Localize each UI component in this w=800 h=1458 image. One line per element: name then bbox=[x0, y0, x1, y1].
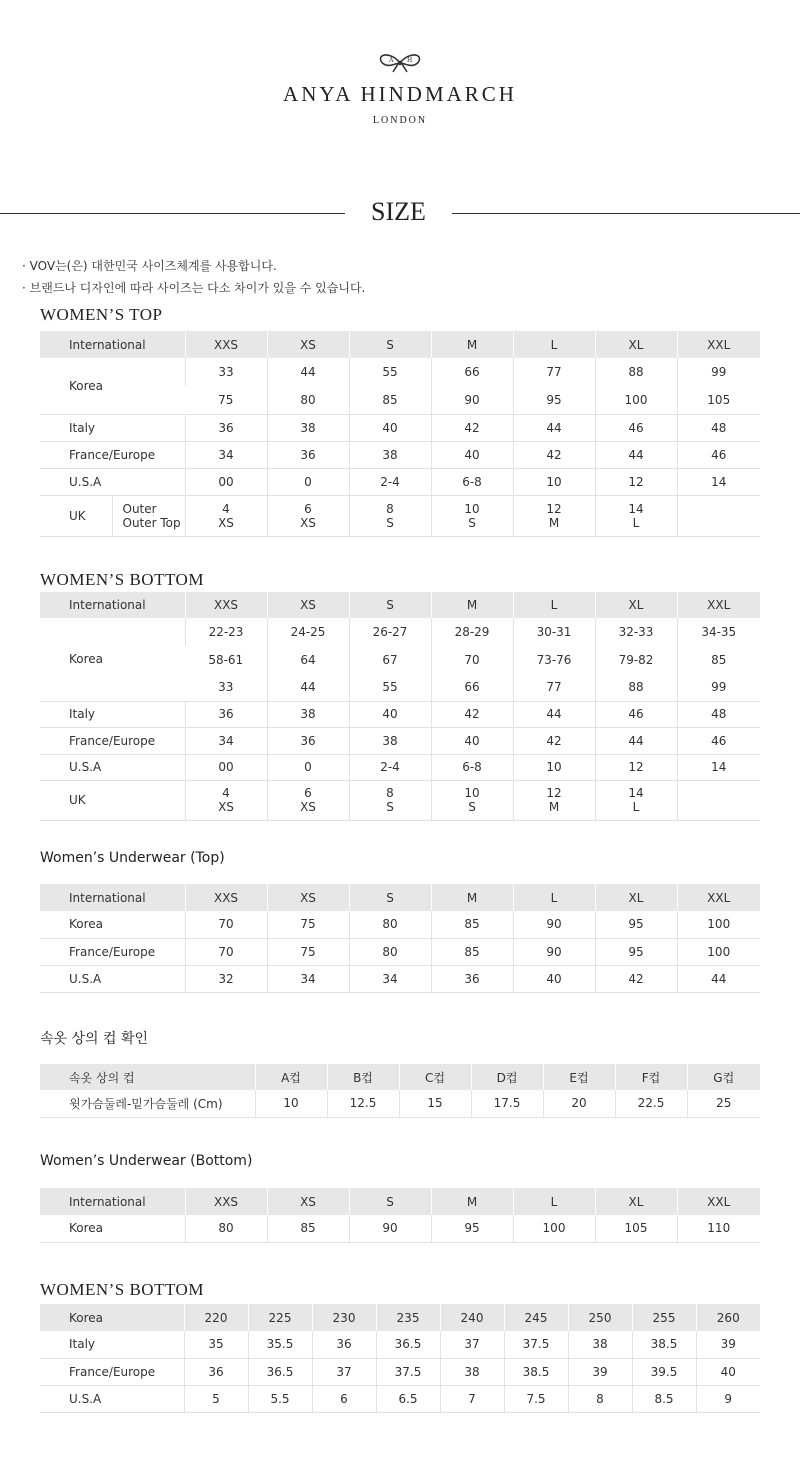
uk-size-letter: XS bbox=[300, 800, 316, 814]
table-cell: 55 bbox=[349, 358, 431, 386]
table-cell: 99 bbox=[677, 673, 760, 701]
header-cell: XXS bbox=[185, 331, 267, 358]
table-cell: 100 bbox=[595, 386, 677, 414]
header-cell: XXS bbox=[185, 592, 267, 618]
table-cell: 34 bbox=[349, 965, 431, 992]
table-cell: 0 bbox=[267, 468, 349, 495]
table-cell: 95 bbox=[595, 911, 677, 938]
table-cell: 34 bbox=[267, 965, 349, 992]
brand-name: ANYA HINDMARCH bbox=[283, 82, 517, 106]
table-cell: 70 bbox=[431, 646, 513, 673]
table-cell: 85 bbox=[677, 646, 760, 673]
row-label: Italy bbox=[40, 1331, 184, 1358]
header-cell: 230 bbox=[312, 1304, 376, 1331]
table-cell: 36.5 bbox=[248, 1358, 312, 1385]
table-cell: 22.5 bbox=[615, 1090, 687, 1117]
row-label: U.S.A bbox=[40, 1385, 184, 1412]
header-cell: XXS bbox=[185, 1188, 267, 1215]
header-cell: XL bbox=[595, 331, 677, 358]
table-cell: 46 bbox=[677, 441, 760, 468]
header-cell: F컵 bbox=[615, 1064, 687, 1090]
table-cell: 38 bbox=[267, 414, 349, 441]
header-cell: 속옷 상의 컵 bbox=[40, 1064, 255, 1090]
table-cell: 38 bbox=[267, 701, 349, 727]
cup-table bbox=[40, 1064, 760, 1118]
uk-size-letter: L bbox=[632, 800, 640, 814]
uk-size: 8 bbox=[386, 501, 394, 516]
table-cell: 85 bbox=[267, 1215, 349, 1242]
table-cell bbox=[267, 780, 349, 820]
header-cell: XXS bbox=[185, 884, 267, 911]
table-cell: 42 bbox=[595, 965, 677, 992]
table-row bbox=[40, 965, 760, 992]
row-label: 윗가슴둘레-밑가슴둘레 (Cm) bbox=[40, 1090, 255, 1117]
uk-size: 14 bbox=[628, 501, 644, 516]
monogram-a: A bbox=[389, 57, 394, 64]
table-cell: 28-29 bbox=[431, 618, 513, 646]
table-row bbox=[40, 1385, 760, 1412]
table-cell: 12 bbox=[595, 754, 677, 780]
uk-size-letter: S bbox=[468, 515, 476, 530]
table-cell: 44 bbox=[513, 414, 595, 441]
section-title-womens-top: WOMEN’S TOP bbox=[40, 305, 163, 324]
table-cell: 38 bbox=[349, 727, 431, 754]
table-cell: 37.5 bbox=[504, 1331, 568, 1358]
header-cell: L bbox=[513, 331, 595, 358]
table-cell: 7 bbox=[440, 1385, 504, 1412]
table-cell: 44 bbox=[677, 965, 760, 992]
section-title-womens-bottom: WOMEN’S BOTTOM bbox=[40, 570, 204, 589]
table-cell: 24-25 bbox=[267, 618, 349, 646]
table-cell: 44 bbox=[267, 673, 349, 701]
table-header-row bbox=[40, 592, 760, 618]
header-cell: XXL bbox=[677, 884, 760, 911]
table-cell: 2-4 bbox=[349, 754, 431, 780]
uk-sub-label bbox=[112, 495, 185, 536]
row-label: Korea bbox=[40, 358, 185, 414]
table-cell: 34 bbox=[185, 727, 267, 754]
header-cell: 245 bbox=[504, 1304, 568, 1331]
table-cell: 80 bbox=[185, 1215, 267, 1242]
table-cell: 36 bbox=[267, 727, 349, 754]
table-cell: 100 bbox=[677, 938, 760, 965]
table-cell: 35 bbox=[184, 1331, 248, 1358]
table-cell: 17.5 bbox=[471, 1090, 543, 1117]
table-cell: 36.5 bbox=[376, 1331, 440, 1358]
table-cell: 10 bbox=[255, 1090, 327, 1117]
table-cell: 35.5 bbox=[248, 1331, 312, 1358]
row-label: U.S.A bbox=[40, 965, 185, 992]
table-cell: 12.5 bbox=[327, 1090, 399, 1117]
header-cell: International bbox=[40, 1188, 185, 1215]
row-label: France/Europe bbox=[40, 727, 185, 754]
header-cell: XL bbox=[595, 1188, 677, 1215]
table-cell: 85 bbox=[431, 938, 513, 965]
bow-logo-icon bbox=[378, 52, 422, 74]
header-cell: XL bbox=[595, 592, 677, 618]
table-cell: 46 bbox=[677, 727, 760, 754]
uk-size-letter: S bbox=[468, 800, 476, 814]
table-cell: 80 bbox=[267, 386, 349, 414]
uk-size: 6 bbox=[304, 786, 312, 800]
size-title: SIZE bbox=[371, 197, 426, 226]
table-cell: 37 bbox=[312, 1358, 376, 1385]
row-label: France/Europe bbox=[40, 1358, 184, 1385]
table-cell: 66 bbox=[431, 673, 513, 701]
table-cell bbox=[185, 495, 267, 536]
table-cell: 77 bbox=[513, 358, 595, 386]
underwear-top-table bbox=[40, 884, 760, 993]
table-cell: 32 bbox=[185, 965, 267, 992]
header-cell: 250 bbox=[568, 1304, 632, 1331]
table-cell: 5 bbox=[184, 1385, 248, 1412]
header-cell: D컵 bbox=[471, 1064, 543, 1090]
table-cell: 100 bbox=[677, 911, 760, 938]
table-cell: 6 bbox=[312, 1385, 376, 1412]
header-cell: Korea bbox=[40, 1304, 184, 1331]
table-cell: 55 bbox=[349, 673, 431, 701]
table-cell: 00 bbox=[185, 468, 267, 495]
header-cell: A컵 bbox=[255, 1064, 327, 1090]
divider-right bbox=[452, 213, 800, 214]
table-header-row bbox=[40, 1064, 760, 1090]
uk-size-letter: L bbox=[632, 515, 640, 530]
header-cell: International bbox=[40, 884, 185, 911]
uk-size: 12 bbox=[546, 501, 562, 516]
size-heading bbox=[0, 197, 800, 231]
header-cell: XS bbox=[267, 331, 349, 358]
header-cell: International bbox=[40, 592, 185, 618]
header-cell: L bbox=[513, 1188, 595, 1215]
table-cell: 46 bbox=[595, 701, 677, 727]
table-cell: 39.5 bbox=[632, 1358, 696, 1385]
table-cell: 90 bbox=[513, 938, 595, 965]
table-cell: 67 bbox=[349, 646, 431, 673]
table-cell: 39 bbox=[568, 1358, 632, 1385]
table-cell: 37.5 bbox=[376, 1358, 440, 1385]
table-cell: 110 bbox=[677, 1215, 760, 1242]
table-cell: 38 bbox=[568, 1331, 632, 1358]
header-cell: 225 bbox=[248, 1304, 312, 1331]
row-label: Italy bbox=[40, 701, 185, 727]
table-header-row bbox=[40, 1304, 760, 1331]
header-cell: XS bbox=[267, 1188, 349, 1215]
uk-sub-outer-top: Outer Top bbox=[122, 515, 181, 530]
uk-size: 6 bbox=[304, 501, 312, 516]
header-cell: M bbox=[431, 1188, 513, 1215]
row-label: France/Europe bbox=[40, 938, 185, 965]
table-cell bbox=[513, 780, 595, 820]
table-cell bbox=[349, 780, 431, 820]
table-cell: 8 bbox=[568, 1385, 632, 1412]
row-label: Italy bbox=[40, 414, 185, 441]
table-cell: 44 bbox=[513, 701, 595, 727]
table-cell: 79-82 bbox=[595, 646, 677, 673]
table-cell: 40 bbox=[431, 441, 513, 468]
table-cell: 34-35 bbox=[677, 618, 760, 646]
row-label: UK bbox=[40, 780, 185, 820]
table-cell: 70 bbox=[185, 911, 267, 938]
table-cell: 34 bbox=[185, 441, 267, 468]
header-cell: 240 bbox=[440, 1304, 504, 1331]
table-cell: 37 bbox=[440, 1331, 504, 1358]
table-cell bbox=[513, 495, 595, 536]
table-row bbox=[40, 358, 760, 386]
table-cell: 95 bbox=[513, 386, 595, 414]
section-title-underwear-bottom: Women’s Underwear (Bottom) bbox=[40, 1153, 253, 1169]
table-row bbox=[40, 1090, 760, 1117]
table-cell: 40 bbox=[431, 727, 513, 754]
table-cell: 85 bbox=[349, 386, 431, 414]
header-cell: G컵 bbox=[687, 1064, 760, 1090]
uk-size: 4 bbox=[222, 501, 230, 516]
table-cell: 42 bbox=[513, 727, 595, 754]
table-cell: 66 bbox=[431, 358, 513, 386]
table-cell: 20 bbox=[543, 1090, 615, 1117]
table-cell: 10 bbox=[513, 754, 595, 780]
table-row bbox=[40, 754, 760, 780]
uk-size: 12 bbox=[546, 786, 562, 800]
table-row bbox=[40, 911, 760, 938]
header-cell: B컵 bbox=[327, 1064, 399, 1090]
table-cell: 85 bbox=[431, 911, 513, 938]
table-cell: 44 bbox=[595, 441, 677, 468]
table-row bbox=[40, 495, 760, 536]
table-cell: 75 bbox=[267, 911, 349, 938]
table-cell bbox=[349, 495, 431, 536]
table-cell: 32-33 bbox=[595, 618, 677, 646]
header-cell: XXL bbox=[677, 331, 760, 358]
table-cell: 46 bbox=[595, 414, 677, 441]
header-cell: 220 bbox=[184, 1304, 248, 1331]
womens-bottom-table bbox=[40, 592, 760, 821]
table-cell: 105 bbox=[595, 1215, 677, 1242]
table-cell: 22-23 bbox=[185, 618, 267, 646]
header-cell: C컵 bbox=[399, 1064, 471, 1090]
uk-size-letter: XS bbox=[218, 800, 234, 814]
table-cell: 5.5 bbox=[248, 1385, 312, 1412]
table-cell bbox=[267, 495, 349, 536]
table-cell: 99 bbox=[677, 358, 760, 386]
table-cell bbox=[595, 495, 677, 536]
table-row bbox=[40, 701, 760, 727]
table-row bbox=[40, 1215, 760, 1242]
header-cell: S bbox=[349, 592, 431, 618]
table-cell: 48 bbox=[677, 414, 760, 441]
table-cell: 90 bbox=[349, 1215, 431, 1242]
table-cell: 58-61 bbox=[208, 652, 244, 667]
table-cell bbox=[595, 780, 677, 820]
table-cell: 42 bbox=[431, 701, 513, 727]
header-cell: M bbox=[431, 331, 513, 358]
uk-size-letter: M bbox=[548, 800, 560, 814]
row-label: U.S.A bbox=[40, 754, 185, 780]
table-cell: 14 bbox=[677, 468, 760, 495]
table-cell: 39 bbox=[696, 1331, 760, 1358]
table-cell: 44 bbox=[595, 727, 677, 754]
uk-size: 8 bbox=[386, 786, 394, 800]
uk-size: 10 bbox=[464, 501, 480, 516]
table-cell: 44 bbox=[267, 358, 349, 386]
uk-size: 14 bbox=[628, 786, 644, 800]
table-cell: 25 bbox=[687, 1090, 760, 1117]
header-cell: XS bbox=[267, 592, 349, 618]
table-row bbox=[40, 1358, 760, 1385]
table-cell: 38.5 bbox=[504, 1358, 568, 1385]
table-cell: 10 bbox=[513, 468, 595, 495]
row-label: U.S.A bbox=[40, 468, 185, 495]
table-cell: 36 bbox=[184, 1358, 248, 1385]
row-label: UK bbox=[40, 495, 112, 536]
table-cell: 33 bbox=[185, 358, 267, 386]
table-cell: 36 bbox=[185, 701, 267, 727]
table-cell bbox=[677, 780, 760, 820]
row-label: Korea bbox=[40, 618, 185, 701]
table-row bbox=[40, 468, 760, 495]
row-label: Korea bbox=[40, 1215, 185, 1242]
header-cell: 255 bbox=[632, 1304, 696, 1331]
table-cell: 12 bbox=[595, 468, 677, 495]
note-line: · VOV는(은) 대한민국 사이즈체계를 사용합니다. bbox=[22, 259, 277, 273]
table-cell: 38 bbox=[349, 441, 431, 468]
uk-size-letter: S bbox=[386, 515, 394, 530]
table-cell: 73-76 bbox=[513, 646, 595, 673]
table-cell bbox=[431, 495, 513, 536]
table-cell: 38.5 bbox=[632, 1331, 696, 1358]
uk-size-letter: XS bbox=[218, 515, 234, 530]
row-label: France/Europe bbox=[40, 441, 185, 468]
table-header-row bbox=[40, 331, 760, 358]
monogram-h: H bbox=[407, 57, 413, 64]
table-cell: 42 bbox=[513, 441, 595, 468]
table-cell: 88 bbox=[595, 358, 677, 386]
note-line: · 브랜드나 디자인에 따라 사이즈는 다소 차이가 있을 수 있습니다. bbox=[22, 281, 366, 295]
uk-sub-outer: Outer bbox=[122, 501, 157, 516]
table-cell: 36 bbox=[312, 1331, 376, 1358]
row-label: Korea bbox=[40, 911, 185, 938]
header-cell: 235 bbox=[376, 1304, 440, 1331]
table-cell: 40 bbox=[349, 701, 431, 727]
table-row bbox=[40, 1331, 760, 1358]
table-row bbox=[40, 618, 760, 646]
table-cell: 88 bbox=[595, 673, 677, 701]
size-notes bbox=[22, 255, 365, 299]
uk-size: 4 bbox=[222, 786, 230, 800]
header-cell: L bbox=[513, 592, 595, 618]
table-cell: 80 bbox=[349, 911, 431, 938]
table-cell: 105 bbox=[677, 386, 760, 414]
table-cell: 36 bbox=[267, 441, 349, 468]
table-header-row bbox=[40, 1188, 760, 1215]
table-cell: 2-4 bbox=[349, 468, 431, 495]
table-row bbox=[40, 780, 760, 820]
table-cell bbox=[677, 495, 760, 536]
table-cell: 14 bbox=[677, 754, 760, 780]
shoes-table bbox=[40, 1304, 760, 1413]
table-cell: 40 bbox=[513, 965, 595, 992]
divider-left bbox=[0, 213, 345, 214]
header-cell: XXL bbox=[677, 1188, 760, 1215]
table-cell bbox=[431, 780, 513, 820]
table-cell: 6-8 bbox=[431, 468, 513, 495]
table-cell: 75 bbox=[185, 386, 267, 414]
header-cell: XXL bbox=[677, 592, 760, 618]
table-cell: 30-31 bbox=[513, 618, 595, 646]
table-cell: 6-8 bbox=[431, 754, 513, 780]
header-cell: XS bbox=[267, 884, 349, 911]
table-cell: 90 bbox=[513, 911, 595, 938]
table-cell: 70 bbox=[185, 938, 267, 965]
table-row bbox=[40, 727, 760, 754]
header-cell: S bbox=[349, 1188, 431, 1215]
table-cell: 9 bbox=[696, 1385, 760, 1412]
table-cell: 80 bbox=[349, 938, 431, 965]
header-cell: L bbox=[513, 884, 595, 911]
table-header-row bbox=[40, 884, 760, 911]
table-cell: 90 bbox=[431, 386, 513, 414]
header-cell: S bbox=[349, 884, 431, 911]
table-cell: 6.5 bbox=[376, 1385, 440, 1412]
header-cell: 260 bbox=[696, 1304, 760, 1331]
table-cell: 48 bbox=[677, 701, 760, 727]
underwear-bottom-table bbox=[40, 1188, 760, 1243]
uk-size-letter: S bbox=[386, 800, 394, 814]
table-cell: 42 bbox=[431, 414, 513, 441]
table-row bbox=[40, 938, 760, 965]
table-cell: 100 bbox=[513, 1215, 595, 1242]
section-title-cup: 속옷 상의 컵 확인 bbox=[40, 1031, 149, 1047]
header-cell: S bbox=[349, 331, 431, 358]
brand-city: LONDON bbox=[372, 115, 428, 126]
table-cell: 75 bbox=[267, 938, 349, 965]
table-cell: 64 bbox=[267, 646, 349, 673]
table-row bbox=[40, 441, 760, 468]
table-cell: 33 bbox=[185, 673, 267, 701]
table-cell: 95 bbox=[595, 938, 677, 965]
uk-size-letter: XS bbox=[300, 515, 316, 530]
table-cell: 8.5 bbox=[632, 1385, 696, 1412]
table-cell: 36 bbox=[185, 414, 267, 441]
table-cell: 40 bbox=[696, 1358, 760, 1385]
uk-size: 10 bbox=[464, 786, 480, 800]
table-cell bbox=[185, 780, 267, 820]
table-cell: 40 bbox=[349, 414, 431, 441]
section-title-underwear-top: Women’s Underwear (Top) bbox=[40, 850, 225, 866]
brand-logo bbox=[0, 52, 800, 126]
table-cell: 26-27 bbox=[349, 618, 431, 646]
header-cell: E컵 bbox=[543, 1064, 615, 1090]
table-cell: 15 bbox=[399, 1090, 471, 1117]
header-cell: International bbox=[40, 331, 185, 358]
table-cell: 38 bbox=[440, 1358, 504, 1385]
header-cell: M bbox=[431, 884, 513, 911]
table-cell: 7.5 bbox=[504, 1385, 568, 1412]
table-cell: 00 bbox=[185, 754, 267, 780]
table-cell: 0 bbox=[267, 754, 349, 780]
table-cell: 95 bbox=[431, 1215, 513, 1242]
table-cell: 77 bbox=[513, 673, 595, 701]
womens-top-table bbox=[40, 331, 760, 537]
header-cell: XL bbox=[595, 884, 677, 911]
table-row bbox=[40, 414, 760, 441]
header-cell: M bbox=[431, 592, 513, 618]
section-title-shoes: WOMEN’S BOTTOM bbox=[40, 1280, 204, 1299]
uk-size-letter: M bbox=[548, 515, 560, 530]
table-cell: 36 bbox=[431, 965, 513, 992]
